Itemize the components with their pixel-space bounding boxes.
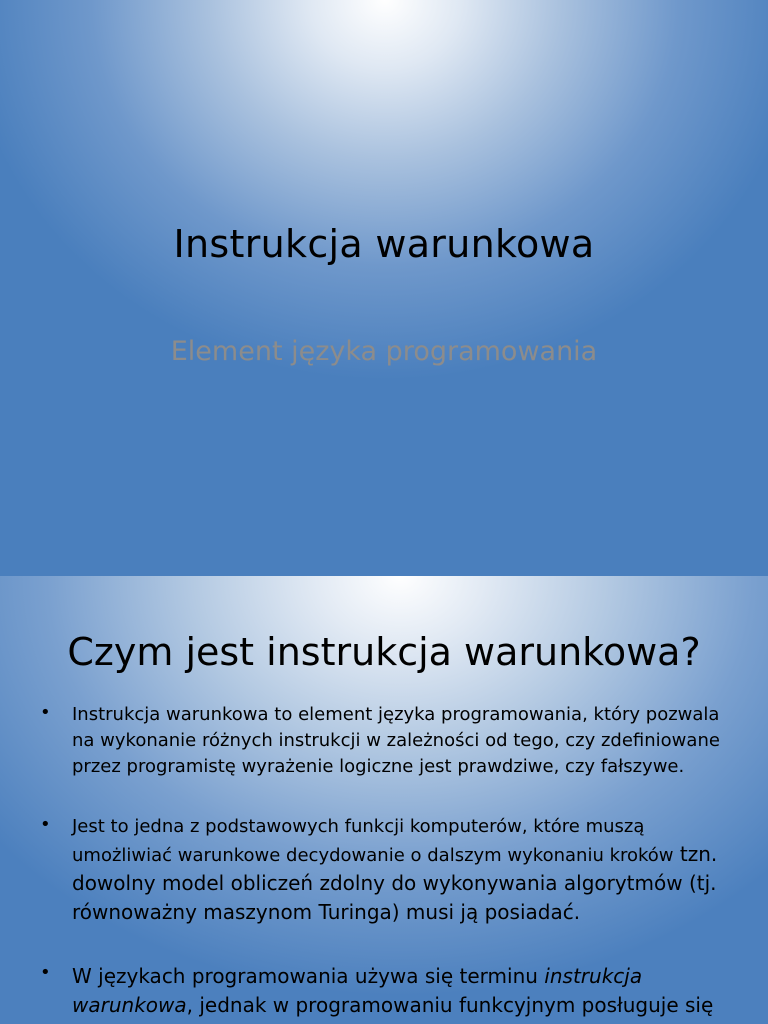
slide-subtitle: Element języka programowania	[170, 336, 598, 367]
bullet-text: Jest to jedna z podstawowych funkcji komputerów, które muszą umożliwiać warunkowe decydowanie o dalszym wykonaniu kroków tzn. dowolny model obliczeń zdolny do wykonywania algorytmów (tj. równoważny maszynom Turinga) musi ją posiadać.	[72, 816, 718, 924]
bullet-icon: •	[40, 962, 51, 983]
bullet-text: Instrukcja warunkowa to element języka programowania, który pozwala na wykonanie różnych instrukcji w zależności od tego, czy zdefiniowane przez programistę wyrażenie logiczne jest prawdziwe, czy fałszywe.	[72, 704, 720, 777]
content-slide	[0, 576, 768, 1024]
slide-title: Instrukcja warunkowa	[173, 222, 595, 266]
bullet-icon: •	[40, 702, 51, 723]
bullet-text: W językach programowania używa się terminu instrukcja warunkowa, jednak w programowaniu funkcyjnym posługuje się	[72, 964, 714, 1017]
bullet-icon: •	[40, 814, 51, 835]
slide-title: Czym jest instrukcja warunkowa?	[67, 630, 701, 674]
